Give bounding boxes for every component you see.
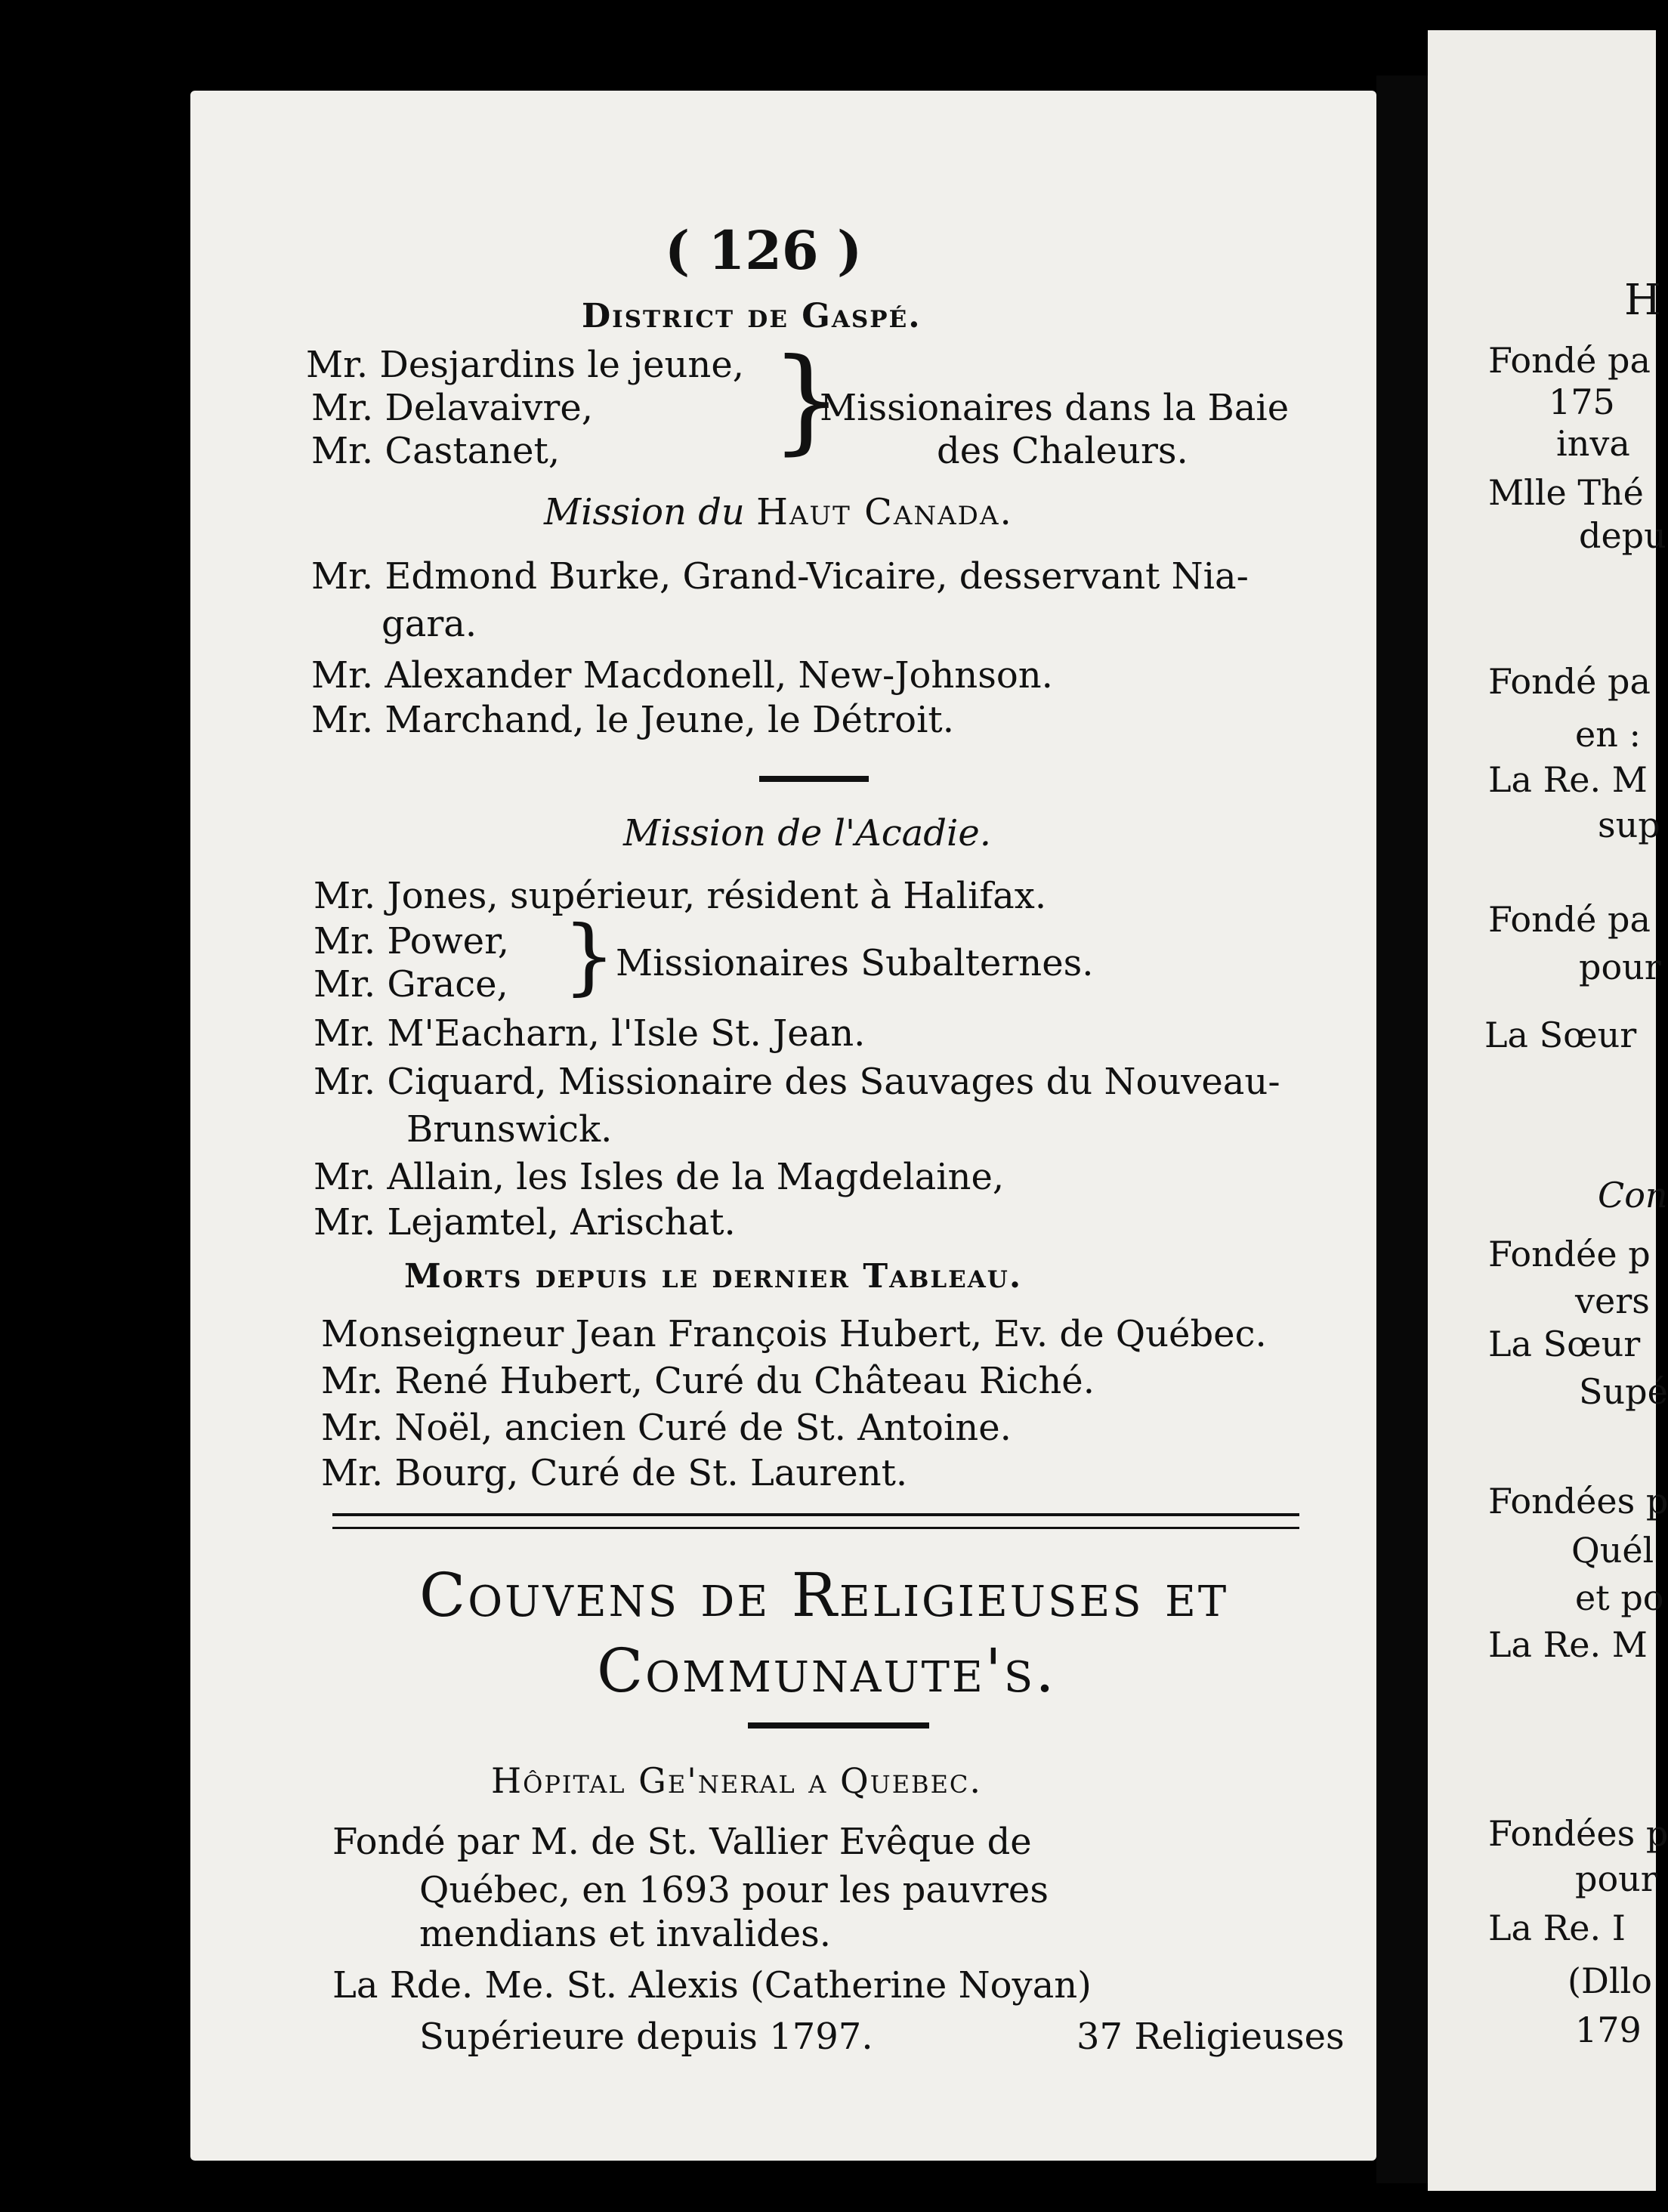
- right-fragment-8: en :: [1575, 714, 1641, 755]
- right-fragment-10: sup: [1598, 805, 1660, 845]
- right-fragment-3: 175: [1549, 382, 1615, 422]
- right-fragment-24: pour: [1575, 1858, 1657, 1899]
- hopital-line-3: mendians et invalides.: [419, 1913, 832, 1955]
- haut-canada-heading: [544, 491, 1013, 533]
- deaths-heading: Morts depuis le dernier Tableau.: [404, 1257, 1023, 1296]
- haut-canada-entry-3: Mr. Marchand, le Jeune, le Détroit.: [311, 699, 954, 741]
- right-fragment-5: Mlle Thé: [1488, 472, 1644, 513]
- section-title-line1: Couvens de Religieuses et: [419, 1560, 1229, 1630]
- haut-canada-entry-2: Mr. Alexander Macdonell, New-Johnson.: [311, 654, 1053, 697]
- right-fragment-23: Fondées p: [1488, 1813, 1668, 1854]
- right-fragment-13: La Sœur: [1484, 1015, 1637, 1055]
- right-fragment-26: (Dllo: [1568, 1960, 1652, 2001]
- right-fragment-12: pour: [1579, 947, 1661, 987]
- acadie-jones: Mr. Jones, supérieur, résident à Halifax.: [314, 875, 1047, 917]
- right-fragment-21: et po: [1575, 1577, 1664, 1618]
- right-fragment-25: La Re. I: [1488, 1908, 1626, 1948]
- gaspe-name-1: Mr. Desjardins le jeune,: [306, 344, 744, 386]
- right-fragment-11: Fondé pa: [1488, 899, 1651, 940]
- section-rule-1: [759, 776, 869, 782]
- section-rule-2: [748, 1722, 929, 1729]
- death-entry-4: Mr. Bourg, Curé de St. Laurent.: [321, 1452, 908, 1494]
- hopital-line-4: La Rde. Me. St. Alexis (Catherine Noyan): [332, 1964, 1092, 2007]
- haut-canada-entry-1-cont: gara.: [381, 603, 477, 645]
- acadie-subaltern-1: Mr. Power,: [314, 920, 510, 962]
- acadie-entry-4: Mr. Lejamtel, Arischat.: [314, 1201, 736, 1243]
- gaspe-name-3: Mr. Castanet,: [311, 430, 561, 472]
- right-fragment-2: Fondé pa: [1488, 340, 1651, 381]
- hopital-line-5: Supérieure depuis 1797.: [419, 2016, 873, 2058]
- right-fragment-1: H: [1624, 276, 1661, 325]
- acadie-subaltern-2: Mr. Grace,: [314, 963, 508, 1006]
- death-entry-3: Mr. Noël, ancien Curé de St. Antoine.: [321, 1407, 1012, 1449]
- double-rule-divider: [332, 1513, 1299, 1529]
- right-fragment-14: Con: [1598, 1175, 1668, 1216]
- acadie-entry-1: Mr. M'Eacharn, l'Isle St. Jean.: [314, 1012, 866, 1055]
- right-fragment-19: Fondées p: [1488, 1481, 1668, 1522]
- right-fragment-17: La Sœur: [1488, 1324, 1641, 1364]
- acadie-entry-3: Mr. Allain, les Isles de la Magdelaine,: [314, 1156, 1005, 1198]
- right-fragment-9: La Re. M: [1488, 759, 1648, 800]
- right-fragment-20: Quél: [1571, 1530, 1654, 1571]
- right-fragment-27: 179: [1575, 2010, 1642, 2050]
- gaspe-role-line1: Missionaires dans la Baie: [820, 387, 1290, 429]
- acadie-entry-2: Mr. Ciquard, Missionaire des Sauvages du Nouveau-: [314, 1061, 1280, 1103]
- haut-canada-heading-caps: Haut Canada.: [756, 491, 1013, 533]
- acadie-brace-icon: }: [563, 907, 616, 1004]
- section-title-line2: Communaute's.: [597, 1636, 1057, 1706]
- death-entry-2: Mr. René Hubert, Curé du Château Riché.: [321, 1360, 1095, 1402]
- district-heading: District de Gaspé.: [582, 297, 922, 335]
- hopital-count: 37 Religieuses: [1076, 2016, 1345, 2058]
- haut-canada-heading-italic: Mission du: [544, 491, 745, 533]
- acadie-heading: Mission de l'Acadie.: [623, 812, 992, 854]
- right-fragment-15: Fondée p: [1488, 1234, 1651, 1274]
- right-fragment-18: Supé: [1579, 1371, 1668, 1412]
- acadie-entry-2-cont: Brunswick.: [406, 1108, 613, 1151]
- death-entry-1: Monseigneur Jean François Hubert, Ev. de Québec.: [321, 1313, 1267, 1355]
- haut-canada-entry-1: Mr. Edmond Burke, Grand-Vicaire, desservant Nia-: [311, 555, 1249, 598]
- right-fragment-6: depu: [1579, 515, 1666, 556]
- gaspe-name-2: Mr. Delavaivre,: [311, 387, 594, 429]
- hopital-line-1: Fondé par M. de St. Vallier Evêque de: [332, 1821, 1032, 1863]
- right-fragment-7: Fondé pa: [1488, 661, 1651, 702]
- acadie-subaltern-role: Missionaires Subalternes.: [616, 942, 1094, 984]
- book-spine: [1376, 76, 1429, 2183]
- hopital-line-2: Québec, en 1693 pour les pauvres: [419, 1869, 1049, 1911]
- right-fragment-4: inva: [1556, 423, 1630, 464]
- gaspe-brace-icon: }: [771, 335, 843, 466]
- gaspe-role-line2: des Chaleurs.: [937, 430, 1188, 472]
- hopital-heading: Hôpital Ge'neral a Quebec.: [491, 1760, 983, 1801]
- page-number: ( 126 ): [665, 219, 863, 282]
- right-fragment-22: La Re. M: [1488, 1624, 1648, 1665]
- right-fragment-16: vers: [1575, 1281, 1650, 1321]
